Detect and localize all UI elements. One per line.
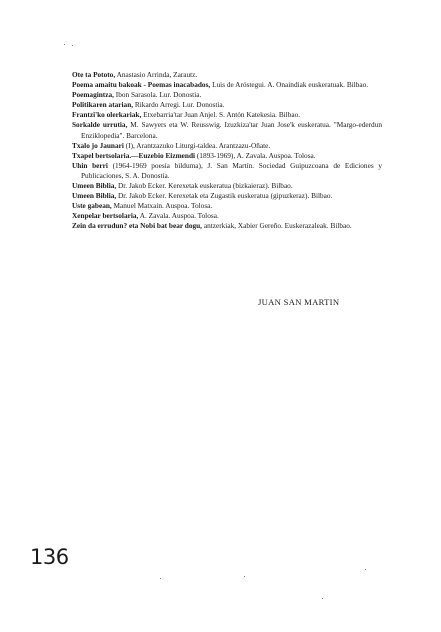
- entry-details: (1964-1969 poesía bilduma), J. San Martín. Sociedad Guipuzcoana de Ediciones y Publicaciones, S. A. Donostia.: [81, 160, 382, 180]
- bibliography-entry: [72, 201, 382, 211]
- entry-title: Umeen Biblia,: [72, 181, 117, 191]
- bibliography-entry: [72, 120, 382, 140]
- scan-speck: [160, 578, 161, 579]
- bibliography-entry: [72, 100, 382, 110]
- bibliography-entry: [72, 191, 382, 201]
- entry-details: Etxebarria'tar Juan Anjel. S. Antón Katekesia. Bilbao.: [141, 110, 301, 120]
- bibliography-entry: [72, 151, 382, 161]
- entry-title: Frantzi'ko olerkariak,: [72, 110, 142, 120]
- bibliography-list: [72, 70, 382, 232]
- entry-details: Rikardo Arregi. Lur. Donostia.: [133, 100, 225, 110]
- entry-title: Politikaren atarian,: [72, 100, 134, 110]
- bibliography-entry: [72, 211, 382, 221]
- entry-title: Poema amaitu bakoak - Poemas inacabados,: [72, 80, 211, 90]
- bibliography-entry: [72, 90, 382, 100]
- bibliography-entry: [72, 141, 382, 151]
- entry-title: Uhin berri: [72, 160, 108, 170]
- entry-title: Txapel bertsolaria.—Euzebio Eizmendi: [72, 150, 196, 160]
- scan-speck: [244, 576, 245, 577]
- entry-title: Umeen Biblia,: [72, 191, 117, 201]
- bibliography-entry: [72, 161, 382, 181]
- entry-details: antzerkiak, Xabier Gereño. Euskerazaleak. Bilbao.: [202, 221, 352, 231]
- entry-title: Sorkalde urrutia,: [72, 120, 128, 130]
- bibliography-entry: [72, 221, 382, 231]
- bibliography-entry: [72, 80, 382, 90]
- entry-details: Luis de Aróstegui. A. Onaindiak euskeratuak. Bilbao.: [210, 80, 369, 90]
- scan-speck: [64, 44, 65, 45]
- bibliography-entry: [72, 70, 382, 80]
- entry-details: (1893-1969), A. Zavala. Auspoa. Tolosa.: [195, 150, 316, 160]
- author-signature: JUAN SAN MARTIN: [258, 297, 340, 307]
- scan-speck: [365, 569, 366, 570]
- entry-title: Txalo jo Jaunari: [72, 140, 124, 150]
- bibliography-entry: [72, 110, 382, 120]
- entry-details: (I), Arantzazuko Liturgi-taldea. Arantzazu-Oñate.: [123, 140, 271, 150]
- scan-speck: [322, 598, 323, 599]
- entry-title: Uste gabean,: [72, 201, 112, 211]
- entry-title: Xenpelar bertsolaria,: [72, 211, 139, 221]
- entry-details: Manuel Matxain. Auspoa. Tolosa.: [111, 201, 213, 211]
- scan-speck: [72, 45, 73, 46]
- entry-details: Ibon Sarasola. Lur. Donostia.: [113, 90, 202, 100]
- bibliography-entry: [72, 181, 382, 191]
- entry-details: M. Sawyers eta W. Reusswig. Izuzkiza'tar Juan Jose'k euskeratua. "Margo-ederdun Enziklopedia". Barcelona.: [81, 120, 382, 140]
- entry-title: Zein da errudun? eta Nobi bat bear dogu,: [72, 221, 203, 231]
- entry-title: Poemagintza,: [72, 90, 114, 100]
- page-number: 136: [30, 545, 69, 569]
- entry-details: Dr. Jakob Ecker. Kerexetak eta Zugastik euskeratua (gipuzkeraz). Bilbao.: [116, 191, 333, 201]
- entry-title: Ote ta Pototo,: [72, 70, 116, 79]
- entry-details: Dr. Jakob Ecker. Kerexetak euskeratua (bizkaieraz). Bilbao.: [116, 181, 293, 191]
- entry-details: Anastasio Arrinda, Zarautz.: [115, 70, 198, 79]
- entry-details: A. Zavala. Auspoa. Tolosa.: [138, 211, 219, 221]
